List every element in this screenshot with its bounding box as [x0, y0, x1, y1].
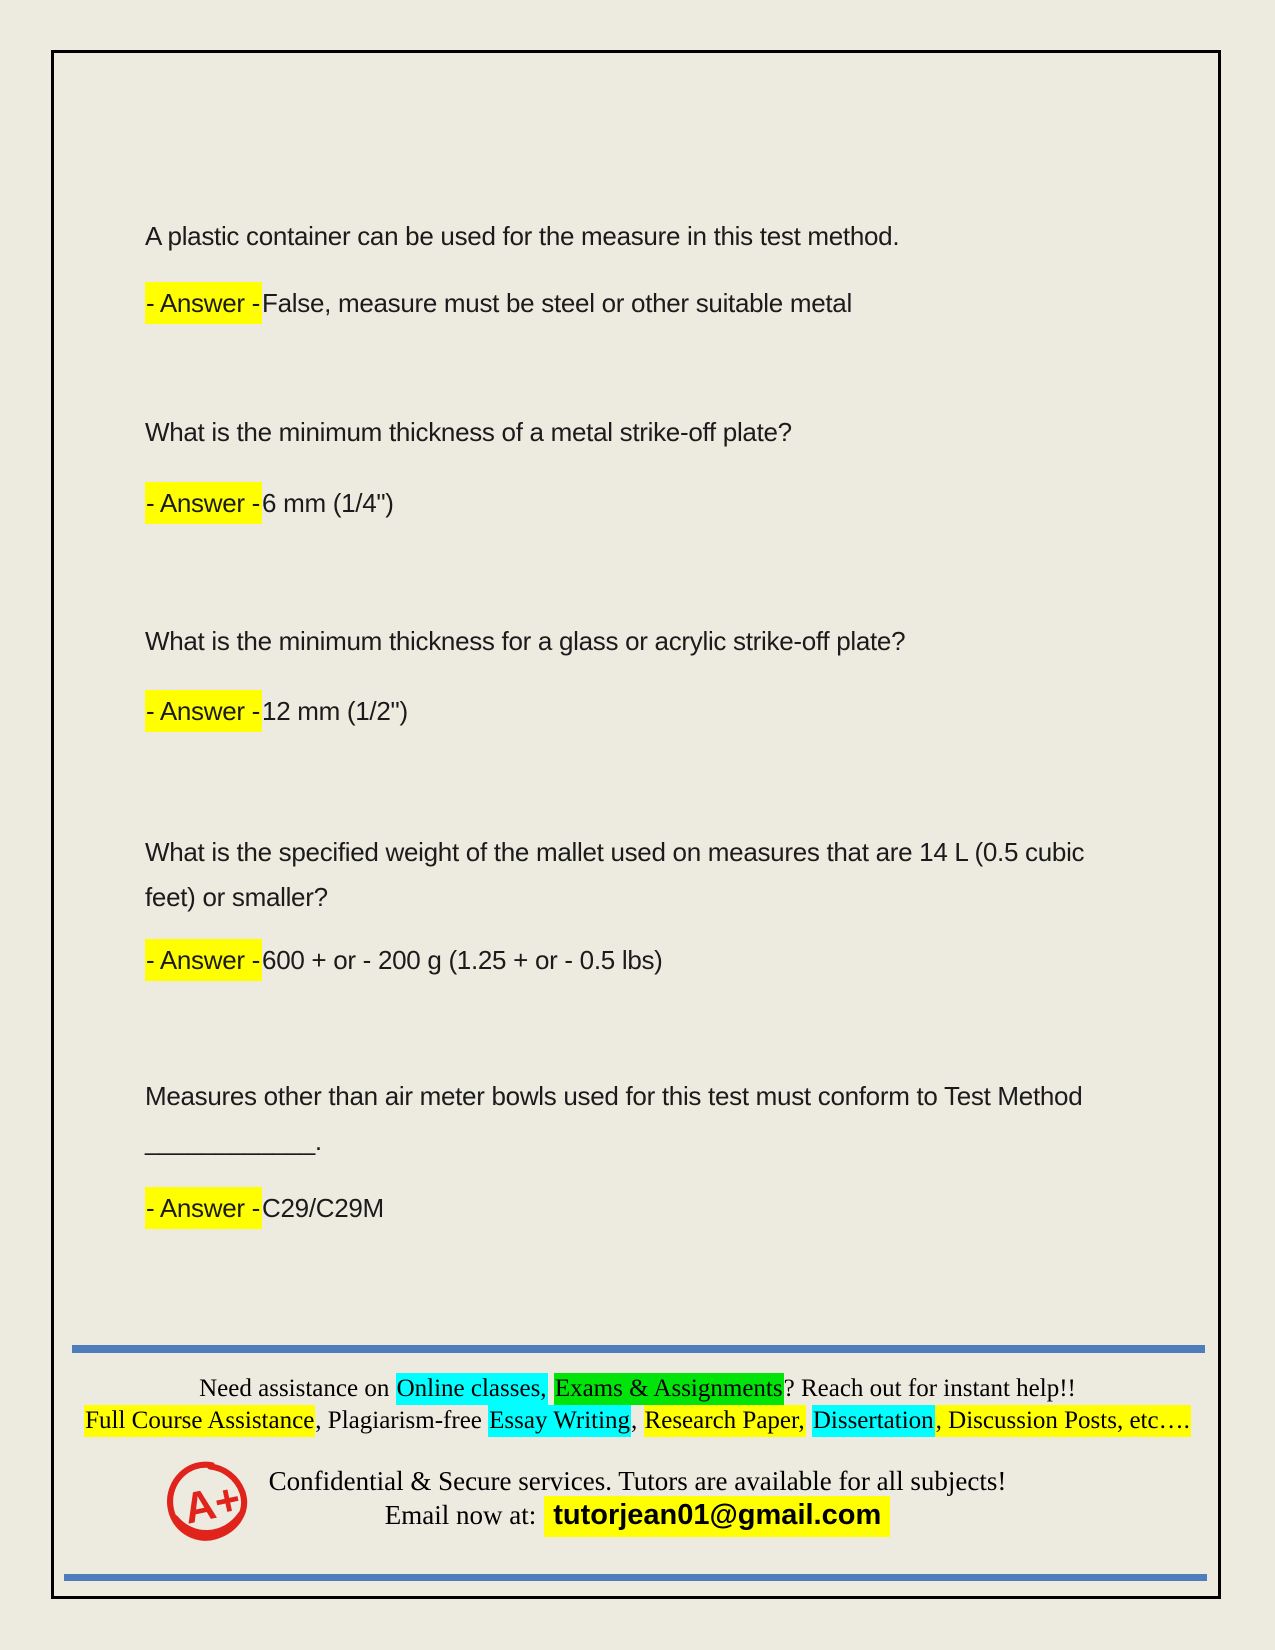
text-run: , Plagiarism-free	[315, 1407, 489, 1434]
text-run: ,	[631, 1407, 644, 1434]
footer-divider-bottom	[64, 1574, 1207, 1581]
question-2: What is the minimum thickness of a metal strike-off plate?	[145, 417, 792, 447]
aplus-logo-icon	[162, 1456, 256, 1550]
text-run	[548, 1375, 554, 1402]
aplus-logo-text: A+	[179, 1474, 245, 1534]
answer-label-highlight: - Answer -	[145, 939, 262, 981]
answer-label-highlight: - Answer -	[145, 690, 262, 732]
email-label: Email now at:	[384, 1500, 537, 1530]
highlighted-text-run: Full Course Assistance	[84, 1405, 315, 1437]
text-run: Need assistance on	[199, 1375, 396, 1402]
email-address[interactable]: tutorjean01@gmail.com	[544, 1496, 890, 1537]
question-1: A plastic container can be used for the measure in this test method.	[145, 221, 900, 251]
answer-line-3	[145, 689, 1095, 734]
question-4: What is the specified weight of the mallet used on measures that are 14 L (0.5 cubic feet) or smaller?	[145, 837, 1085, 912]
answer-line-5	[145, 1186, 1095, 1231]
text-run: ? Reach out for instant help!!	[783, 1375, 1076, 1402]
question-3: What is the minimum thickness for a glass or acrylic strike-off plate?	[145, 626, 906, 656]
answer-label-highlight: - Answer -	[145, 1187, 262, 1229]
highlighted-text-run: Dissertation	[812, 1405, 935, 1437]
highlighted-text-run: Research Paper,	[644, 1405, 806, 1437]
answer-line-4	[145, 938, 1095, 983]
answer-text: 6 mm (1/4")	[262, 488, 394, 518]
footer-services-line	[60, 1405, 1215, 1436]
highlighted-text-run: , Discussion Posts, etc….	[935, 1405, 1191, 1437]
answer-line-2	[145, 481, 1095, 526]
highlighted-text-run: Essay Writing	[488, 1405, 631, 1437]
footer-confidential-line: Confidential & Secure services. Tutors are available for all subjects!	[268, 1466, 1007, 1496]
highlighted-text-run: Exams & Assignments	[554, 1373, 784, 1405]
highlighted-text-run: Online classes,	[396, 1373, 548, 1405]
answer-text: False, measure must be steel or other suitable metal	[262, 288, 852, 318]
answer-text: 600 + or - 200 g (1.25 + or - 0.5 lbs)	[262, 945, 663, 975]
footer-divider-top	[72, 1345, 1205, 1353]
footer-help-line	[60, 1373, 1215, 1404]
answer-text: 12 mm (1/2")	[262, 696, 408, 726]
question-5: Measures other than air meter bowls used for this test must conform to Test Method ____________.	[145, 1081, 1083, 1156]
answer-label-highlight: - Answer -	[145, 482, 262, 524]
text-run	[806, 1407, 812, 1434]
answer-text: C29/C29M	[262, 1193, 384, 1223]
answer-line-1	[145, 281, 1095, 326]
answer-label-highlight: - Answer -	[145, 282, 262, 324]
